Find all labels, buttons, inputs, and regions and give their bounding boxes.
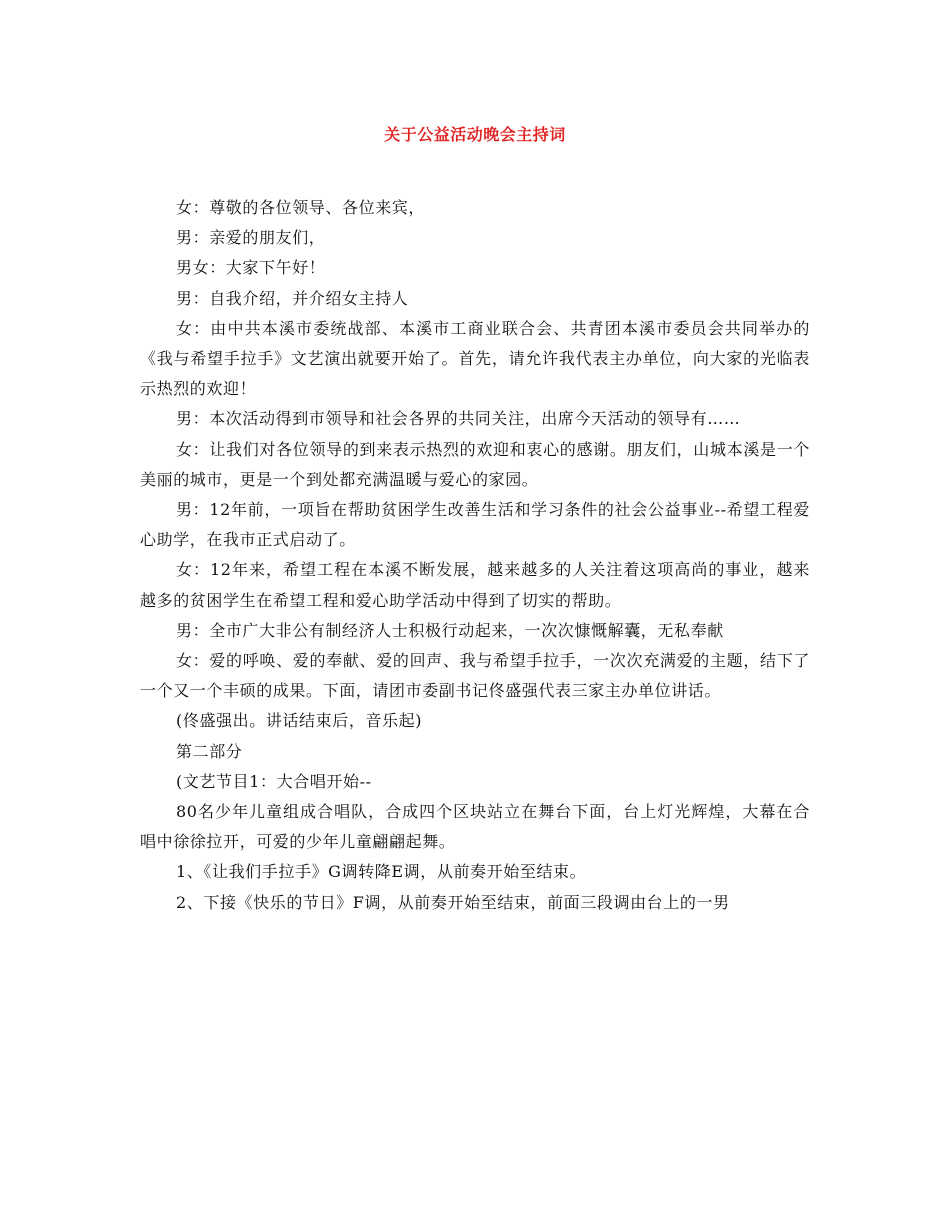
- paragraph: 80名少年儿童组成合唱队，合成四个区块站立在舞台下面，台上灯光辉煌，大幕在合唱中徐徐拉开，可爱的少年儿童翩翩起舞。: [140, 802, 810, 852]
- paragraph: 男：自我介绍，并介绍女主持人: [176, 288, 409, 308]
- document-title: 关于公益活动晚会主持词: [384, 125, 566, 144]
- paragraph: 男：亲爱的朋友们，: [176, 228, 326, 248]
- paragraph: 女：尊敬的各位领导、各位来宾，: [176, 198, 426, 217]
- paragraph: 女：让我们对各位领导的到来表示热烈的欢迎和衷心的感谢。朋友们，山城本溪是一个美丽的城市，更是一个到处都充满温暖与爱心的家园。: [140, 439, 810, 489]
- paragraph: 1、《让我们手拉手》G调转降E调，从前奏开始至结束。: [176, 862, 587, 882]
- paragraph: 男：本次活动得到市领导和社会各界的共同关注，出席今天活动的领导有……: [176, 409, 741, 429]
- document-body: [140, 193, 810, 918]
- paragraph: 女：12年来，希望工程在本溪不断发展，越来越多的人关注着这项高尚的事业，越来越多的贫困学生在希望工程和爱心助学活动中得到了切实的帮助。: [140, 560, 810, 610]
- paragraph: (佟盛强出。讲话结束后，音乐起): [176, 711, 423, 731]
- paragraph: 男：全市广大非公有制经济人士积极行动起来，一次次慷慨解囊，无私奉献: [176, 620, 724, 640]
- paragraph: 男女：大家下午好！: [176, 258, 326, 278]
- paragraph: 2、下接《快乐的节日》F调，从前奏开始至结束，前面三段调由台上的一男: [176, 892, 730, 912]
- paragraph: 男：12年前，一项旨在帮助贫困学生改善生活和学习条件的社会公益事业--希望工程爱心助学，在我市正式启动了。: [140, 500, 810, 550]
- paragraph: 第二部分: [176, 741, 243, 761]
- paragraph: 女：爱的呼唤、爱的奉献、爱的回声、我与希望手拉手，一次次充满爱的主题，结下了一个又一个丰硕的成果。下面，请团市委副书记佟盛强代表三家主办单位讲话。: [140, 651, 810, 701]
- paragraph: 女：由中共本溪市委统战部、本溪市工商业联合会、共青团本溪市委员会共同举办的《我与希望手拉手》文艺演出就要开始了。首先，请允许我代表主办单位，向大家的光临表示热烈的欢迎！: [140, 318, 810, 399]
- paragraph: (文艺节目1：大合唱开始--: [176, 771, 372, 791]
